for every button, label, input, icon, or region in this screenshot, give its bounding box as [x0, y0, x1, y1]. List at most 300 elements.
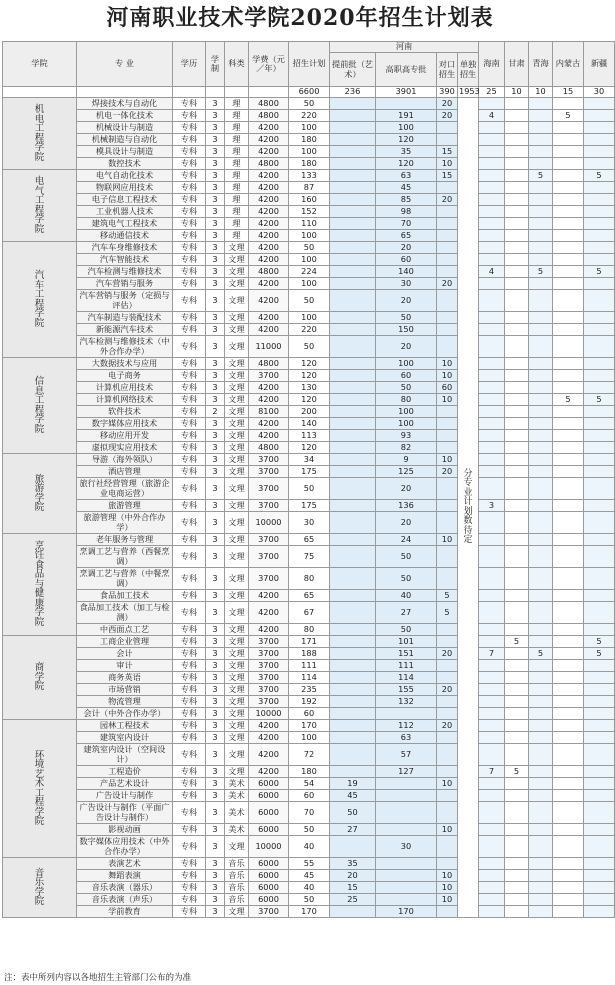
cell-hainan — [479, 534, 505, 546]
cell-gansu — [505, 122, 529, 134]
cell-plan: 180 — [289, 766, 330, 778]
cell-neimenggu — [553, 442, 584, 454]
cell-neimenggu — [553, 882, 584, 894]
cell-gansu — [505, 882, 529, 894]
cell-dual — [437, 568, 458, 590]
total-qinghai: 10 — [529, 87, 553, 98]
table-row — [3, 466, 615, 478]
cell-gansu — [505, 648, 529, 660]
cell-art-early — [330, 242, 376, 254]
cell-degree: 专科 — [173, 766, 206, 778]
cell-degree: 专科 — [173, 672, 206, 684]
cell-plan: 100 — [289, 312, 330, 324]
cell-subject: 文理 — [225, 394, 249, 406]
cell-hainan — [479, 744, 505, 766]
cell-subject: 理 — [225, 194, 249, 206]
cell-years: 3 — [206, 290, 225, 312]
cell-xinjiang — [584, 454, 615, 466]
cell-art-early — [330, 98, 376, 110]
cell-hainan: 4 — [479, 110, 505, 122]
table-row — [3, 512, 615, 534]
cell-hainan — [479, 672, 505, 684]
major-name: 导游（海外领队） — [77, 454, 173, 466]
cell-degree: 专科 — [173, 602, 206, 624]
major-name: 中西面点工艺 — [77, 624, 173, 636]
table-row — [3, 858, 615, 870]
cell-subject: 理 — [225, 230, 249, 242]
cell-qinghai — [529, 906, 553, 918]
cell-years: 3 — [206, 182, 225, 194]
header-years: 学制 — [206, 42, 225, 87]
cell-plan: 170 — [289, 720, 330, 732]
cell-qinghai — [529, 146, 553, 158]
cell-dual — [437, 512, 458, 534]
cell-gansu — [505, 442, 529, 454]
cell-fee: 4200 — [249, 430, 289, 442]
cell-vocational: 140 — [376, 266, 437, 278]
cell-fee: 4200 — [249, 242, 289, 254]
cell-vocational: 100 — [376, 122, 437, 134]
cell-degree: 专科 — [173, 500, 206, 512]
cell-vocational: 65 — [376, 230, 437, 242]
cell-plan: 50 — [289, 242, 330, 254]
header-province-neimenggu: 内蒙古 — [553, 42, 584, 87]
cell-gansu — [505, 684, 529, 696]
cell-plan: 75 — [289, 546, 330, 568]
major-name: 新能源汽车技术 — [77, 324, 173, 336]
cell-vocational: 20 — [376, 290, 437, 312]
cell-years: 3 — [206, 206, 225, 218]
cell-hainan — [479, 778, 505, 790]
cell-dual — [437, 182, 458, 194]
table-row — [3, 324, 615, 336]
cell-vocational: 132 — [376, 696, 437, 708]
table-row — [3, 708, 615, 720]
cell-degree: 专科 — [173, 882, 206, 894]
cell-qinghai — [529, 590, 553, 602]
cell-neimenggu — [553, 744, 584, 766]
cell-xinjiang — [584, 110, 615, 122]
table-row — [3, 394, 615, 406]
header-degree: 学历 — [173, 42, 206, 87]
cell-gansu — [505, 466, 529, 478]
cell-xinjiang — [584, 430, 615, 442]
cell-dual — [437, 906, 458, 918]
cell-neimenggu — [553, 370, 584, 382]
cell-dual: 5 — [437, 602, 458, 624]
table-row — [3, 684, 615, 696]
cell-qinghai — [529, 512, 553, 534]
cell-degree: 专科 — [173, 684, 206, 696]
cell-plan: 87 — [289, 182, 330, 194]
cell-fee: 4200 — [249, 182, 289, 194]
table-row — [3, 278, 615, 290]
cell-gansu — [505, 708, 529, 720]
cell-subject: 文理 — [225, 290, 249, 312]
cell-subject: 理 — [225, 146, 249, 158]
cell-dual: 20 — [437, 720, 458, 732]
cell-xinjiang — [584, 906, 615, 918]
cell-plan: 54 — [289, 778, 330, 790]
table-row — [3, 206, 615, 218]
cell-vocational: 80 — [376, 394, 437, 406]
cell-xinjiang — [584, 684, 615, 696]
cell-hainan — [479, 824, 505, 836]
cell-years: 3 — [206, 602, 225, 624]
cell-vocational: 100 — [376, 406, 437, 418]
cell-vocational: 63 — [376, 170, 437, 182]
table-row — [3, 744, 615, 766]
cell-years: 3 — [206, 478, 225, 500]
cell-hainan: 7 — [479, 766, 505, 778]
cell-hainan — [479, 790, 505, 802]
cell-hainan — [479, 602, 505, 624]
cell-gansu — [505, 134, 529, 146]
cell-neimenggu — [553, 170, 584, 182]
cell-vocational — [376, 98, 437, 110]
cell-degree: 专科 — [173, 624, 206, 636]
cell-years: 3 — [206, 158, 225, 170]
cell-gansu — [505, 324, 529, 336]
cell-vocational: 45 — [376, 182, 437, 194]
cell-xinjiang: 5 — [584, 170, 615, 182]
cell-hainan — [479, 660, 505, 672]
cell-xinjiang — [584, 732, 615, 744]
cell-qinghai — [529, 858, 553, 870]
cell-dual: 5 — [437, 590, 458, 602]
cell-plan: 45 — [289, 870, 330, 882]
cell-vocational: 60 — [376, 370, 437, 382]
cell-qinghai — [529, 500, 553, 512]
cell-xinjiang: 5 — [584, 648, 615, 660]
major-name: 音乐表演（器乐） — [77, 882, 173, 894]
cell-fee: 4200 — [249, 278, 289, 290]
cell-art-early — [330, 430, 376, 442]
cell-plan: 220 — [289, 324, 330, 336]
cell-xinjiang — [584, 254, 615, 266]
table-row — [3, 290, 615, 312]
cell-qinghai — [529, 122, 553, 134]
cell-gansu — [505, 568, 529, 590]
cell-plan: 220 — [289, 110, 330, 122]
table-row — [3, 254, 615, 266]
cell-neimenggu — [553, 708, 584, 720]
cell-plan: 130 — [289, 382, 330, 394]
cell-degree: 专科 — [173, 312, 206, 324]
cell-fee: 3700 — [249, 466, 289, 478]
cell-neimenggu — [553, 266, 584, 278]
cell-art-early — [330, 218, 376, 230]
cell-fee: 4200 — [249, 312, 289, 324]
table-row — [3, 836, 615, 858]
table-row — [3, 636, 615, 648]
table-row — [3, 894, 615, 906]
cell-qinghai — [529, 312, 553, 324]
cell-plan: 50 — [289, 290, 330, 312]
cell-qinghai: 5 — [529, 648, 553, 660]
cell-years: 3 — [206, 624, 225, 636]
cell-qinghai — [529, 218, 553, 230]
cell-hainan: 7 — [479, 648, 505, 660]
cell-degree: 专科 — [173, 790, 206, 802]
cell-hainan — [479, 478, 505, 500]
cell-dual — [437, 266, 458, 278]
major-name: 数字媒体应用技术 — [77, 418, 173, 430]
cell-gansu — [505, 778, 529, 790]
cell-hainan — [479, 170, 505, 182]
major-name: 音乐表演（声乐） — [77, 894, 173, 906]
cell-gansu — [505, 182, 529, 194]
cell-years: 3 — [206, 720, 225, 732]
cell-plan: 133 — [289, 170, 330, 182]
cell-subject: 文理 — [225, 684, 249, 696]
table-row — [3, 478, 615, 500]
cell-subject: 文理 — [225, 478, 249, 500]
cell-subject: 理 — [225, 170, 249, 182]
cell-art-early: 45 — [330, 790, 376, 802]
header-province-gansu: 甘肃 — [505, 42, 529, 87]
cell-subject: 文理 — [225, 466, 249, 478]
cell-neimenggu — [553, 478, 584, 500]
table-row — [3, 218, 615, 230]
cell-plan: 65 — [289, 590, 330, 602]
cell-xinjiang — [584, 602, 615, 624]
cell-neimenggu — [553, 278, 584, 290]
table-row — [3, 230, 615, 242]
cell-degree: 专科 — [173, 568, 206, 590]
cell-vocational: 60 — [376, 254, 437, 266]
college-name: 旅游学院 — [3, 454, 77, 534]
total-gansu: 10 — [505, 87, 529, 98]
header-single: 单独招生 — [458, 53, 479, 87]
table-row — [3, 382, 615, 394]
cell-degree: 专科 — [173, 778, 206, 790]
cell-vocational: 40 — [376, 590, 437, 602]
cell-dual: 20 — [437, 278, 458, 290]
cell-art-early — [330, 206, 376, 218]
cell-gansu: 5 — [505, 636, 529, 648]
cell-fee: 3700 — [249, 672, 289, 684]
cell-years: 3 — [206, 778, 225, 790]
cell-years: 3 — [206, 194, 225, 206]
cell-degree: 专科 — [173, 708, 206, 720]
cell-subject: 文理 — [225, 568, 249, 590]
cell-gansu — [505, 336, 529, 358]
cell-qinghai — [529, 206, 553, 218]
cell-neimenggu — [553, 512, 584, 534]
cell-years: 3 — [206, 382, 225, 394]
header-henan: 河南 — [330, 42, 479, 53]
major-name: 移动通信技术 — [77, 230, 173, 242]
header-major: 专 业 — [77, 42, 173, 87]
cell-subject: 音乐 — [225, 882, 249, 894]
cell-fee: 4200 — [249, 394, 289, 406]
cell-art-early — [330, 732, 376, 744]
cell-degree: 专科 — [173, 382, 206, 394]
cell-art-early — [330, 134, 376, 146]
cell-gansu — [505, 218, 529, 230]
cell-degree: 专科 — [173, 660, 206, 672]
cell-art-early — [330, 254, 376, 266]
cell-degree: 专科 — [173, 430, 206, 442]
cell-qinghai — [529, 290, 553, 312]
cell-plan: 67 — [289, 602, 330, 624]
header-college: 学院 — [3, 42, 77, 87]
cell-years: 3 — [206, 636, 225, 648]
cell-art-early — [330, 766, 376, 778]
cell-qinghai — [529, 802, 553, 824]
cell-vocational: 85 — [376, 194, 437, 206]
cell-degree: 专科 — [173, 370, 206, 382]
cell-fee: 6000 — [249, 894, 289, 906]
cell-plan: 180 — [289, 158, 330, 170]
cell-hainan — [479, 636, 505, 648]
cell-plan: 80 — [289, 624, 330, 636]
cell-plan: 170 — [289, 906, 330, 918]
cell-fee: 6000 — [249, 790, 289, 802]
cell-vocational: 150 — [376, 324, 437, 336]
major-name: 建筑电气工程技术 — [77, 218, 173, 230]
cell-qinghai — [529, 466, 553, 478]
major-name: 旅游管理（中外合作办学） — [77, 512, 173, 534]
cell-dual — [437, 336, 458, 358]
cell-xinjiang — [584, 672, 615, 684]
cell-plan: 30 — [289, 512, 330, 534]
cell-fee: 4200 — [249, 744, 289, 766]
cell-degree: 专科 — [173, 394, 206, 406]
total-single: 1953 — [459, 86, 480, 97]
cell-plan: 80 — [289, 568, 330, 590]
cell-xinjiang — [584, 590, 615, 602]
cell-art-early — [330, 230, 376, 242]
major-name: 学前教育 — [77, 906, 173, 918]
cell-fee: 4200 — [249, 624, 289, 636]
cell-gansu — [505, 732, 529, 744]
table-row — [3, 370, 615, 382]
cell-degree: 专科 — [173, 590, 206, 602]
cell-neimenggu — [553, 660, 584, 672]
cell-vocational: 170 — [376, 906, 437, 918]
cell-art-early — [330, 182, 376, 194]
cell-dual — [437, 478, 458, 500]
cell-dual — [437, 406, 458, 418]
cell-years: 3 — [206, 370, 225, 382]
major-name: 烹调工艺与营养（西餐烹调） — [77, 546, 173, 568]
college-name: 信息工程学院 — [3, 358, 77, 454]
cell-plan: 192 — [289, 696, 330, 708]
cell-neimenggu — [553, 194, 584, 206]
cell-subject: 文理 — [225, 370, 249, 382]
cell-neimenggu — [553, 534, 584, 546]
cell-art-early: 35 — [330, 858, 376, 870]
major-name: 物流管理 — [77, 696, 173, 708]
cell-neimenggu — [553, 802, 584, 824]
cell-qinghai — [529, 406, 553, 418]
major-name: 物联网应用技术 — [77, 182, 173, 194]
table-row — [3, 158, 615, 170]
cell-neimenggu — [553, 766, 584, 778]
cell-xinjiang — [584, 358, 615, 370]
cell-subject: 文理 — [225, 744, 249, 766]
table-row — [3, 802, 615, 824]
cell-art-early — [330, 382, 376, 394]
cell-qinghai — [529, 534, 553, 546]
cell-xinjiang — [584, 290, 615, 312]
cell-art-early — [330, 278, 376, 290]
cell-xinjiang — [584, 478, 615, 500]
major-name: 机械设计与制造 — [77, 122, 173, 134]
cell-vocational: 50 — [376, 624, 437, 636]
cell-xinjiang — [584, 882, 615, 894]
cell-degree: 专科 — [173, 278, 206, 290]
cell-gansu — [505, 158, 529, 170]
cell-neimenggu — [553, 500, 584, 512]
cell-subject: 文理 — [225, 534, 249, 546]
header-vocational: 高职高专批 — [376, 53, 437, 87]
cell-neimenggu — [553, 218, 584, 230]
cell-fee: 3700 — [249, 500, 289, 512]
cell-art-early — [330, 146, 376, 158]
cell-qinghai — [529, 478, 553, 500]
cell-neimenggu — [553, 454, 584, 466]
college-name: 汽车工程学院 — [3, 242, 77, 358]
cell-gansu — [505, 382, 529, 394]
cell-plan: 34 — [289, 454, 330, 466]
cell-vocational: 120 — [376, 158, 437, 170]
cell-gansu — [505, 624, 529, 636]
cell-subject: 文理 — [225, 406, 249, 418]
cell-xinjiang — [584, 182, 615, 194]
cell-art-early: 50 — [330, 802, 376, 824]
cell-neimenggu: 5 — [553, 394, 584, 406]
cell-subject: 理 — [225, 134, 249, 146]
cell-art-early — [330, 336, 376, 358]
cell-xinjiang — [584, 158, 615, 170]
cell-xinjiang — [584, 122, 615, 134]
cell-xinjiang — [584, 790, 615, 802]
cell-dual: 10 — [437, 882, 458, 894]
total-neimenggu: 15 — [553, 87, 584, 98]
cell-hainan — [479, 254, 505, 266]
cell-plan: 224 — [289, 266, 330, 278]
cell-neimenggu — [553, 290, 584, 312]
cell-plan: 114 — [289, 672, 330, 684]
major-name: 广告设计与制作 — [77, 790, 173, 802]
cell-years: 3 — [206, 358, 225, 370]
cell-subject: 文理 — [225, 442, 249, 454]
cell-vocational: 101 — [376, 636, 437, 648]
cell-neimenggu — [553, 824, 584, 836]
major-name: 虚拟现实应用技术 — [77, 442, 173, 454]
total-xinjiang: 30 — [584, 87, 615, 98]
cell-neimenggu — [553, 648, 584, 660]
cell-vocational: 57 — [376, 744, 437, 766]
cell-xinjiang — [584, 206, 615, 218]
cell-years: 2 — [206, 406, 225, 418]
cell-gansu — [505, 802, 529, 824]
cell-neimenggu — [553, 158, 584, 170]
cell-hainan — [479, 568, 505, 590]
cell-xinjiang — [584, 802, 615, 824]
cell-vocational: 155 — [376, 684, 437, 696]
cell-degree: 专科 — [173, 858, 206, 870]
cell-degree: 专科 — [173, 266, 206, 278]
cell-subject: 文理 — [225, 624, 249, 636]
cell-neimenggu — [553, 98, 584, 110]
cell-neimenggu — [553, 182, 584, 194]
cell-subject: 文理 — [225, 512, 249, 534]
cell-years: 3 — [206, 418, 225, 430]
